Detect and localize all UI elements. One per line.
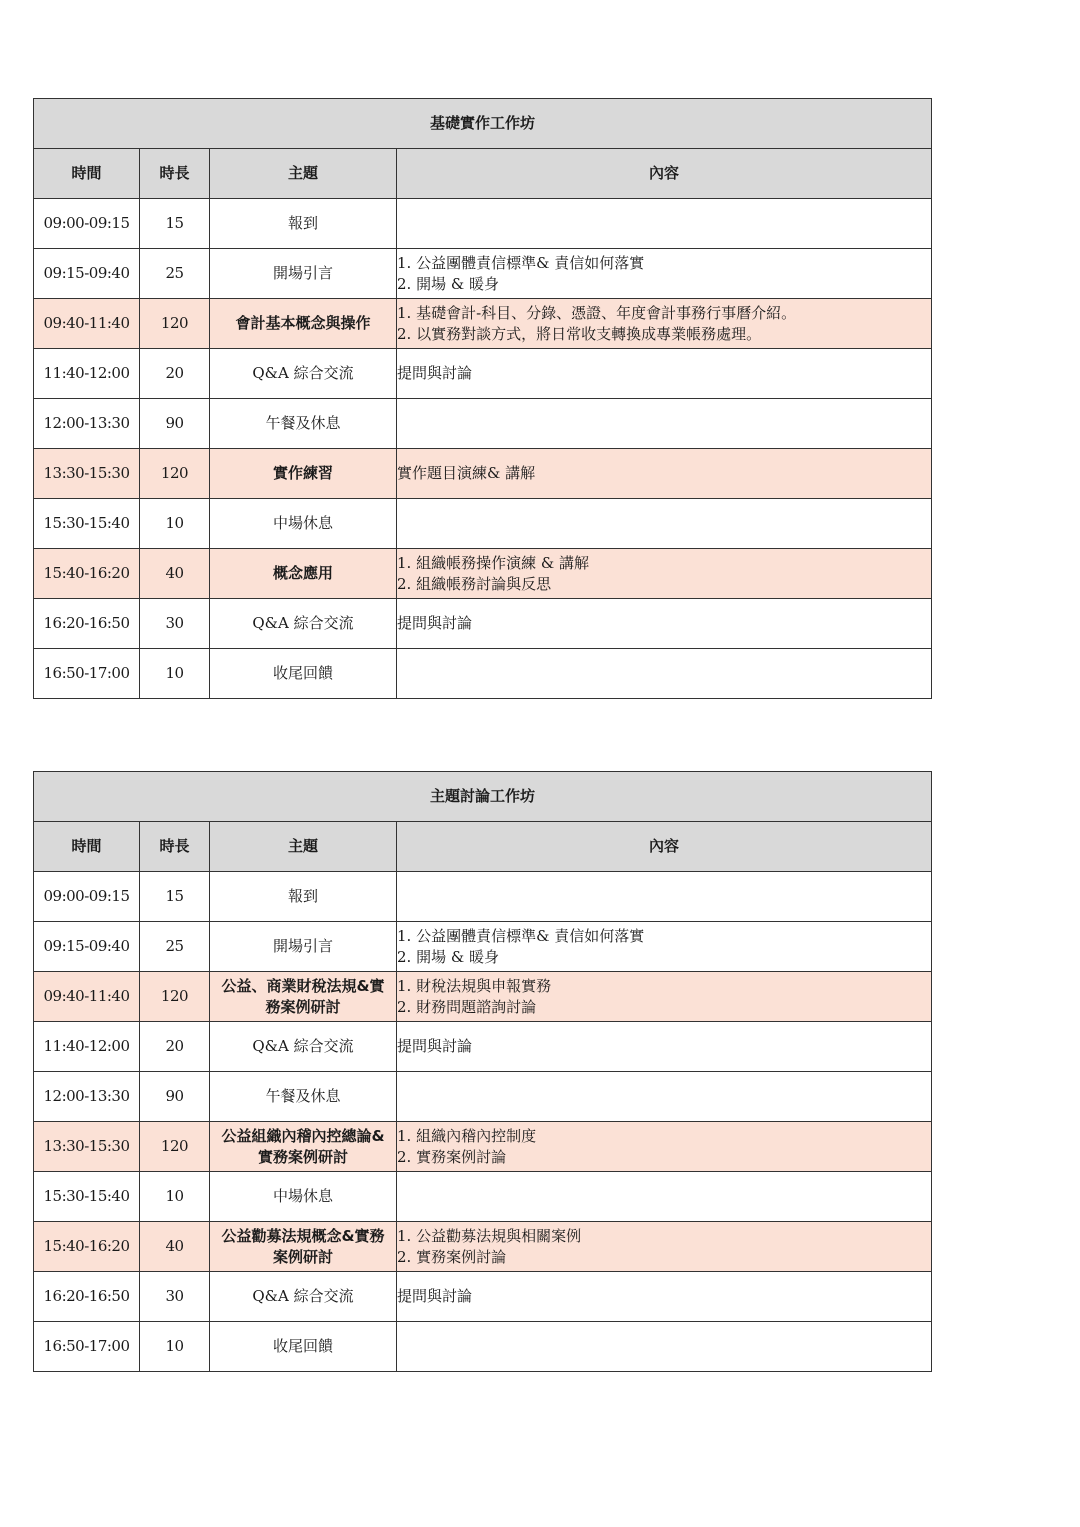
content-cell xyxy=(397,972,932,1022)
time-cell: 15:30-15:40 xyxy=(34,499,140,549)
table-row xyxy=(34,872,932,922)
topic-cell xyxy=(210,872,397,922)
column-header-topic: 主題 xyxy=(210,822,397,872)
content-cell xyxy=(397,1222,932,1272)
topic-cell xyxy=(210,199,397,249)
topic-line: 午餐及休息 xyxy=(265,414,341,432)
table-row xyxy=(34,599,932,649)
topic-cell xyxy=(210,1122,397,1172)
duration-cell: 10 xyxy=(140,649,210,699)
time-cell: 09:15-09:40 xyxy=(34,249,140,299)
column-header-content: 內容 xyxy=(397,822,932,872)
table-row xyxy=(34,449,932,499)
table-row xyxy=(34,922,932,972)
content-cell xyxy=(397,1122,932,1172)
time-cell: 16:20-16:50 xyxy=(34,1272,140,1322)
topic-line: 概念應用 xyxy=(272,564,333,582)
content-line: 1. 公益團體責信標準& 責信如何落實 xyxy=(397,926,645,945)
time-cell: 16:20-16:50 xyxy=(34,599,140,649)
time-cell: 15:30-15:40 xyxy=(34,1172,140,1222)
time-cell: 09:00-09:15 xyxy=(34,872,140,922)
content-line: 2. 實務案例討論 xyxy=(397,1247,507,1266)
table-body xyxy=(34,99,932,699)
content-cell xyxy=(397,649,932,699)
time-cell: 09:40-11:40 xyxy=(34,299,140,349)
duration-cell: 25 xyxy=(140,249,210,299)
time-cell: 15:40-16:20 xyxy=(34,549,140,599)
content-cell xyxy=(397,399,932,449)
duration-cell: 120 xyxy=(140,1122,210,1172)
duration-cell: 90 xyxy=(140,1072,210,1122)
topic-line: 開場引言 xyxy=(272,264,333,282)
topic-cell xyxy=(210,649,397,699)
table-row xyxy=(34,1222,932,1272)
topic-line: 收尾回饋 xyxy=(272,1337,333,1355)
table-row xyxy=(34,972,932,1022)
duration-cell: 120 xyxy=(140,299,210,349)
topic-line: 報到 xyxy=(287,887,318,905)
content-line: 2. 財務問題諮詢討論 xyxy=(397,997,537,1016)
time-cell: 16:50-17:00 xyxy=(34,1322,140,1372)
table-row xyxy=(34,299,932,349)
time-cell: 09:40-11:40 xyxy=(34,972,140,1022)
table-row xyxy=(34,1122,932,1172)
topic-cell xyxy=(210,349,397,399)
content-cell xyxy=(397,349,932,399)
table-row xyxy=(34,1172,932,1222)
table-row xyxy=(34,199,932,249)
content-line: 2. 開場 & 暖身 xyxy=(397,947,499,966)
time-cell: 11:40-12:00 xyxy=(34,349,140,399)
schedule-table-discussion xyxy=(33,771,932,1372)
column-header-duration: 時長 xyxy=(140,149,210,199)
table-title: 主題討論工作坊 xyxy=(34,772,932,822)
topic-cell xyxy=(210,399,397,449)
time-cell: 12:00-13:30 xyxy=(34,399,140,449)
content-cell xyxy=(397,549,932,599)
content-line: 提問與討論 xyxy=(397,1287,473,1305)
content-cell xyxy=(397,1272,932,1322)
topic-line: 務案例研討 xyxy=(265,997,341,1016)
time-cell: 13:30-15:30 xyxy=(34,1122,140,1172)
content-line: 提問與討論 xyxy=(397,614,473,632)
duration-cell: 120 xyxy=(140,972,210,1022)
content-cell xyxy=(397,1172,932,1222)
time-cell: 15:40-16:20 xyxy=(34,1222,140,1272)
content-cell xyxy=(397,1072,932,1122)
time-cell: 09:15-09:40 xyxy=(34,922,140,972)
duration-cell: 15 xyxy=(140,872,210,922)
content-cell xyxy=(397,199,932,249)
topic-line: 會計基本概念與操作 xyxy=(235,314,371,332)
topic-cell xyxy=(210,1172,397,1222)
duration-cell: 40 xyxy=(140,549,210,599)
duration-cell: 40 xyxy=(140,1222,210,1272)
table-row xyxy=(34,349,932,399)
table-row xyxy=(34,1272,932,1322)
topic-line: 開場引言 xyxy=(272,937,333,955)
duration-cell: 20 xyxy=(140,1022,210,1072)
table-title-row xyxy=(34,772,932,822)
topic-line: 公益、商業財稅法規&實 xyxy=(221,976,385,995)
topic-cell xyxy=(210,299,397,349)
time-cell: 11:40-12:00 xyxy=(34,1022,140,1072)
time-cell: 09:00-09:15 xyxy=(34,199,140,249)
table-body xyxy=(34,772,932,1372)
column-header-duration: 時長 xyxy=(140,822,210,872)
content-cell xyxy=(397,449,932,499)
topic-line: 報到 xyxy=(287,214,318,232)
duration-cell: 15 xyxy=(140,199,210,249)
topic-cell xyxy=(210,1322,397,1372)
content-cell xyxy=(397,1322,932,1372)
duration-cell: 120 xyxy=(140,449,210,499)
content-line: 1. 公益勸募法規與相關案例 xyxy=(397,1226,582,1245)
content-line: 提問與討論 xyxy=(397,364,473,382)
table-row xyxy=(34,649,932,699)
content-cell xyxy=(397,599,932,649)
content-line: 1. 財稅法規與申報實務 xyxy=(397,976,552,995)
schedule-table-basic xyxy=(33,98,932,699)
content-cell xyxy=(397,249,932,299)
table-title: 基礎實作工作坊 xyxy=(34,99,932,149)
topic-cell xyxy=(210,249,397,299)
table-row xyxy=(34,1022,932,1072)
topic-line: 公益勸募法規概念&實務 xyxy=(221,1226,385,1245)
content-line: 提問與討論 xyxy=(397,1037,473,1055)
table-row xyxy=(34,399,932,449)
duration-cell: 20 xyxy=(140,349,210,399)
topic-cell xyxy=(210,1022,397,1072)
duration-cell: 30 xyxy=(140,1272,210,1322)
topic-cell xyxy=(210,922,397,972)
content-line: 1. 公益團體責信標準& 責信如何落實 xyxy=(397,253,645,272)
column-header-time: 時間 xyxy=(34,822,140,872)
duration-cell: 30 xyxy=(140,599,210,649)
topic-cell xyxy=(210,972,397,1022)
content-cell xyxy=(397,922,932,972)
content-cell xyxy=(397,872,932,922)
content-cell xyxy=(397,299,932,349)
topic-line: 中場休息 xyxy=(272,514,333,532)
topic-cell xyxy=(210,549,397,599)
topic-line: Q&A 綜合交流 xyxy=(252,1287,354,1305)
topic-cell xyxy=(210,499,397,549)
content-line: 2. 以實務對談方式，將日常收支轉換成專業帳務處理。 xyxy=(397,324,762,343)
content-line: 1. 基礎會計-科目、分錄、憑證、年度會計事務行事曆介紹。 xyxy=(397,303,797,322)
topic-cell xyxy=(210,449,397,499)
table-row xyxy=(34,549,932,599)
topic-line: 案例研討 xyxy=(272,1247,333,1266)
duration-cell: 10 xyxy=(140,1172,210,1222)
table-row xyxy=(34,499,932,549)
table-title-row xyxy=(34,99,932,149)
table-row xyxy=(34,249,932,299)
duration-cell: 10 xyxy=(140,499,210,549)
column-header-content: 內容 xyxy=(397,149,932,199)
topic-line: 午餐及休息 xyxy=(265,1087,341,1105)
content-cell xyxy=(397,499,932,549)
time-cell: 16:50-17:00 xyxy=(34,649,140,699)
time-cell: 12:00-13:30 xyxy=(34,1072,140,1122)
content-line: 實作題目演練& 講解 xyxy=(397,464,536,482)
column-header-topic: 主題 xyxy=(210,149,397,199)
duration-cell: 90 xyxy=(140,399,210,449)
time-cell: 13:30-15:30 xyxy=(34,449,140,499)
topic-line: Q&A 綜合交流 xyxy=(252,1037,354,1055)
content-line: 2. 實務案例討論 xyxy=(397,1147,507,1166)
table-header-row xyxy=(34,149,932,199)
topic-cell xyxy=(210,1222,397,1272)
duration-cell: 25 xyxy=(140,922,210,972)
topic-cell xyxy=(210,1272,397,1322)
topic-line: 中場休息 xyxy=(272,1187,333,1205)
column-header-time: 時間 xyxy=(34,149,140,199)
topic-line: Q&A 綜合交流 xyxy=(252,614,354,632)
content-line: 1. 組織內稽內控制度 xyxy=(397,1126,537,1145)
content-line: 1. 組織帳務操作演練 & 講解 xyxy=(397,553,589,572)
content-cell xyxy=(397,1022,932,1072)
table-header-row xyxy=(34,822,932,872)
topic-cell xyxy=(210,599,397,649)
topic-line: 收尾回饋 xyxy=(272,664,333,682)
topic-cell xyxy=(210,1072,397,1122)
content-line: 2. 開場 & 暖身 xyxy=(397,274,499,293)
topic-line: 實作練習 xyxy=(272,464,333,482)
topic-line: 實務案例研討 xyxy=(257,1147,348,1166)
table-row xyxy=(34,1072,932,1122)
table-row xyxy=(34,1322,932,1372)
content-line: 2. 組織帳務討論與反思 xyxy=(397,574,552,593)
topic-line: 公益組織內稽內控總論& xyxy=(221,1126,385,1145)
topic-line: Q&A 綜合交流 xyxy=(252,364,354,382)
duration-cell: 10 xyxy=(140,1322,210,1372)
